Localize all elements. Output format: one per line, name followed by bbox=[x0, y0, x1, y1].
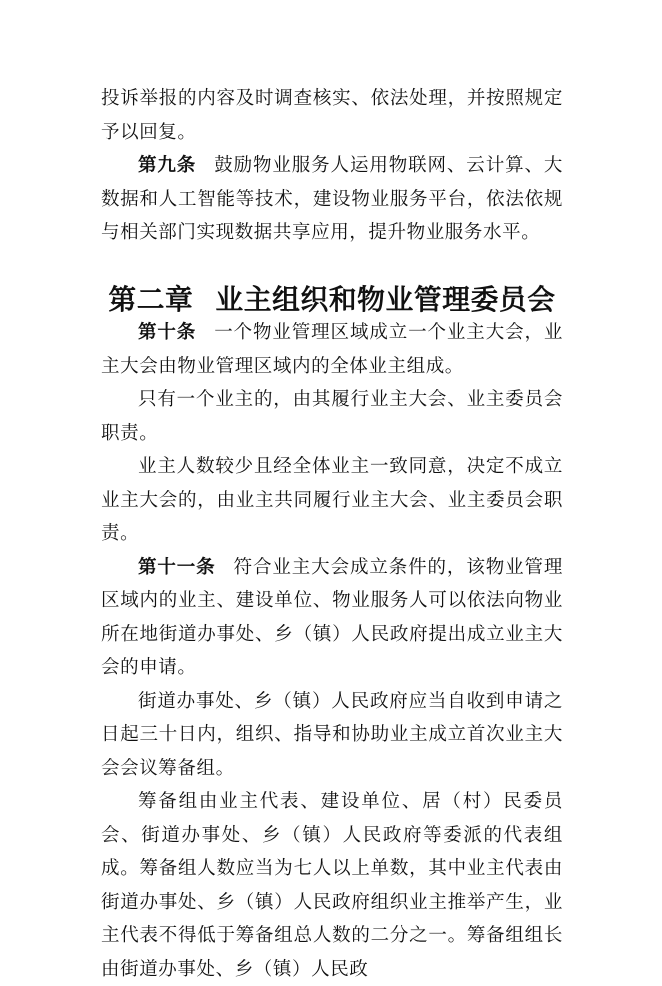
article-9 bbox=[101, 149, 563, 250]
paragraph-text: 鼓励物业服务人运用物联网、云计算、大数据和人工智能等技术，建设物业服务平台，依法依规与相关部门实现数据共享应用，提升物业服务水平。 bbox=[101, 155, 563, 243]
article-11-clause-3 bbox=[101, 785, 563, 986]
chapter-title: 业主组织和物业管理委员会 bbox=[215, 282, 556, 316]
chapter-heading bbox=[101, 283, 563, 317]
article-11-clause-2 bbox=[101, 685, 563, 786]
paragraph-text: 只有一个业主的，由其履行业主大会、业主委员会职责。 bbox=[101, 389, 563, 444]
paragraph-text: 业主人数较少且经全体业主一致同意，决定不成立业主大会的，由业主共同履行业主大会、业主委员会职责。 bbox=[101, 456, 563, 544]
document-page bbox=[101, 82, 563, 986]
paragraph-continuation bbox=[101, 82, 563, 149]
article-number: 第九条 bbox=[138, 155, 197, 176]
paragraph-text: 街道办事处、乡（镇）人民政府应当自收到申请之日起三十日内，组织、指导和协助业主成立首次业主大会会议筹备组。 bbox=[101, 690, 563, 779]
article-10-clause-2 bbox=[101, 383, 563, 450]
article-10-clause-3 bbox=[101, 450, 563, 551]
chapter-number: 第二章 bbox=[108, 282, 194, 316]
paragraph-text: 投诉举报的内容及时调查核实、依法处理，并按照规定予以回复。 bbox=[101, 88, 563, 143]
article-10 bbox=[101, 316, 563, 383]
article-number: 第十一条 bbox=[138, 556, 216, 578]
article-number: 第十条 bbox=[138, 322, 197, 343]
paragraph-text: 符合业主大会成立条件的，该物业管理区域内的业主、建设单位、物业服务人可以依法向物业所在地街道办事处、乡（镇）人民政府提出成立业主大会的申请。 bbox=[101, 556, 564, 678]
paragraph-text: 一个物业管理区域成立一个业主大会，业主大会由物业管理区域内的全体业主组成。 bbox=[101, 322, 563, 377]
article-11 bbox=[101, 551, 563, 685]
paragraph-text: 筹备组由业主代表、建设单位、居（村）民委员会、街道办事处、乡（镇）人民政府等委派的代表组成。筹备组人数应当为七人以上单数，其中业主代表由街道办事处、乡（镇）人民政府组织业主推举产生，业主代表不得低于筹备组总人数的二分之一。筹备组组长由街道办事处、乡（镇）人民政 bbox=[101, 791, 563, 980]
